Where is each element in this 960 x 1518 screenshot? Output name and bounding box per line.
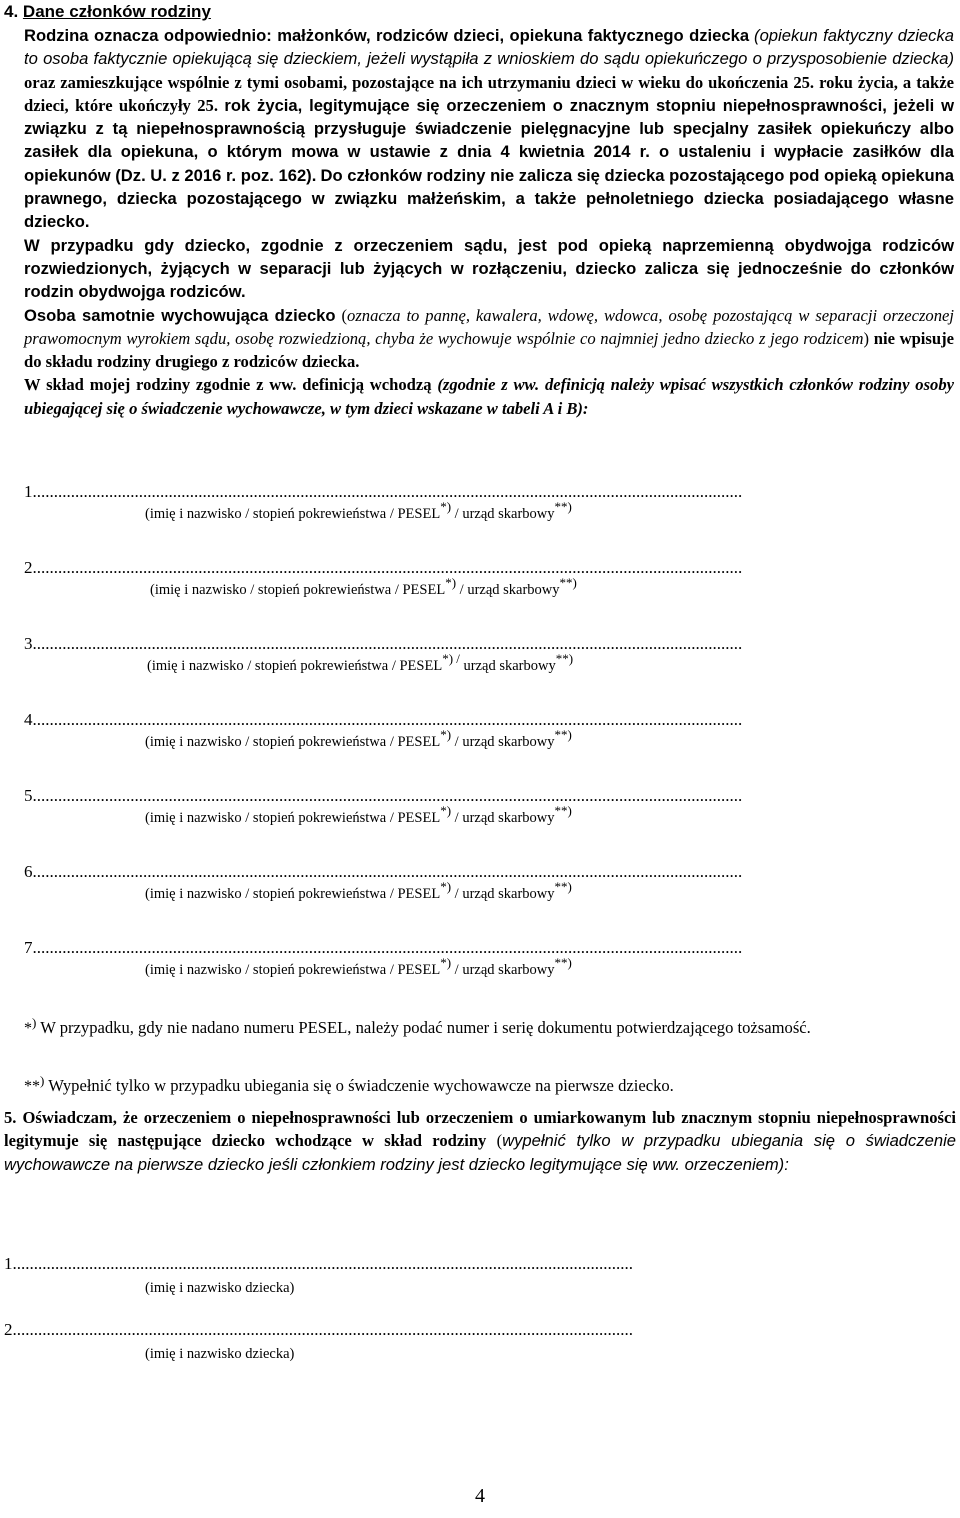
caption-tax-office: / urząd skarbowy [451,886,555,902]
section-5-statement: Oświadczam, że orzeczeniem o niepełnosprawności lub orzeczeniem o umiarkowanym lub znacznym stopniu niepełnosprawności legitymuje się następujące dziecko wchodzące w skład rodziny [4,1108,956,1151]
section-4-title: Dane członków rodziny [22,2,211,21]
section-5-instruction: wypełnić tylko w przypadku ubiegania się o świadczenie wychowawcze na pierwsze dziecko jeśli członkiem rodziny jest dziecko legitymujące się ww. orzeczeniem): [4,1131,956,1174]
caption-fields: (imię i nazwisko / stopień pokrewieństwa / PESEL [145,886,441,902]
section-4-body [24,24,954,420]
footnote-marker-pesel: *) [445,575,457,590]
caption-fields: (imię i nazwisko / stopień pokrewieństwa / PESEL [145,734,441,750]
member-entry-caption [150,575,577,600]
paren-close: ) [863,328,870,348]
section-4-heading [4,1,211,23]
member-entry-line[interactable]: 3....................................................................................................................................................................... [24,634,743,653]
definition-text-2: (opiekun faktyczny dziecka to osoba faktycznie opiekującą się dzieckiem, jeżeli wystąpiła z wnioskiem do sądu opiekuńczego o przysposobienie dziecka) [24,26,954,69]
section-5-paren: ( [496,1131,503,1151]
section-5-declaration [4,1106,956,1176]
family-member-entry [24,862,960,922]
family-member-entry [24,482,960,542]
footnote-marker-tax-office: **) [554,499,572,514]
footnote-marker-tax-office: **) [554,955,572,970]
child-entry-line[interactable]: 2.................................................................................................................................................. [4,1320,633,1339]
member-entry-line[interactable]: 6....................................................................................................................................................................... [24,862,743,881]
footnote-marker-tax-office: **) [554,879,572,894]
child-entry [4,1254,864,1298]
footnote-marker-tax-office: **) [554,727,572,742]
caption-tax-office: / urząd skarbowy [451,734,555,750]
caption-fields: (imię i nazwisko / stopień pokrewieństwa / PESEL [147,658,443,674]
caption-tax-office: / urząd skarbowy [456,582,560,598]
paren-open: ( [341,305,348,325]
child-entry [4,1320,864,1364]
definition-text-4: rok życia, legitymujące się orzeczeniem o znacznym stopniu niepełnosprawności, jeżeli w związku z tą niepełnosprawnością przysługuje świadczenie pielęgnacyjne lub specjalny zasiłek opiekuńczy albo zasiłek dla opiekuna, o którym mowa w ustawie z dnia 4 kwietnia 2014 r. o ustaleniu i wypłacie zasiłków dla opiekunów (Dz. U. z 2016 r. poz. 162). [24,95,954,185]
definition-text-3: oraz zamieszkujące wspólnie z tymi osobami, pozostające na ich utrzymaniu dzieci w wieku do ukończenia 25. roku życia, a także dzieci, które ukończyły 25. [24,72,954,115]
footnote-marker-tax-office: **) [555,651,574,666]
member-entry-caption [145,955,572,980]
child-entry-line[interactable]: 1.................................................................................................................................................. [4,1254,633,1273]
definition-text-5: Do członków rodziny nie zalicza się dziecka pozostającego pod opieką opiekuna prawnego, dziecka pozostającego w związku małżeńskim, a także pełnoletniego dziecka posiadającego własne dziecko. [24,165,954,232]
caption-fields: (imię i nazwisko / stopień pokrewieństwa / PESEL [145,810,441,826]
footnote-mark: * [24,1020,32,1037]
member-entry-line[interactable]: 2....................................................................................................................................................................... [24,558,743,577]
definition-text-1: Rodzina oznacza odpowiednio: małżonków, rodziców dzieci, opiekuna faktycznego dziecka [24,26,750,45]
footnote-marker-pesel: *) [440,499,452,514]
member-entry-caption [145,499,572,524]
member-entry-line[interactable]: 5....................................................................................................................................................................... [24,786,743,805]
caption-fields: (imię i nazwisko / stopień pokrewieństwa / PESEL [145,962,441,978]
family-composition-lead: W skład mojej rodziny zgodnie z ww. definicją wchodzą [24,375,432,395]
family-composition-instruction: (zgodnie z ww. definicją należy wpisać wszystkich członków rodziny osoby ubiegającej się o świadczenie wychowawcze, w tym dzieci wskazane w tabeli A i B): [24,375,954,418]
member-entry-line[interactable]: 1....................................................................................................................................................................... [24,482,743,501]
member-entry-line[interactable]: 7....................................................................................................................................................................... [24,938,743,957]
section-4-number: 4. [4,2,19,21]
caption-fields: (imię i nazwisko / stopień pokrewieństwa / PESEL [145,506,441,522]
footnote-marker-pesel: *) [440,727,452,742]
single-parent-term: Osoba samotnie wychowująca dziecko [24,305,336,325]
member-entry-caption [147,651,574,676]
child-entry-caption: (imię i nazwisko dziecka) [145,1346,295,1362]
footnote-marker-pesel: *) [440,955,452,970]
caption-tax-office: / urząd skarbowy [451,810,555,826]
single-parent-definition: oznacza to pannę, kawalera, wdowę, wdowca, osobę pozostającą w separacji orzeczonej prawomocnym wyrokiem sądu, osobę rozwiedzioną, chyba że wychowuje wspólnie co najmniej jedno dziecko z jego rodzicem [24,305,954,348]
footnote-marker-tax-office: **) [554,803,572,818]
footnote-text: Wypełnić tylko w przypadku ubiegania się o świadczenie wychowawcze na pierwsze dziecko. [44,1076,674,1095]
family-member-entry [24,558,960,618]
member-entry-caption [145,727,572,752]
alternating-custody-paragraph: W przypadku gdy dziecko, zgodnie z orzeczeniem sądu, jest pod opieką naprzemienną obydwojga rodziców rozwiedzionych, żyjących w separacji lub żyjących w rozłączeniu, dziecko zalicza się jednocześnie do członków rodzin obydwojga rodziców. [24,235,954,302]
family-member-entry [24,634,960,694]
footnote-tax-office [24,1074,954,1099]
single-parent-paragraph [24,304,954,374]
page-number: 4 [475,1485,485,1507]
footnote-mark: ** [24,1078,40,1095]
family-member-entry [24,786,960,846]
single-parent-rule: nie wpisuje do składu rodziny drugiego z rodziców dziecka. [24,328,954,372]
footnote-marker-pesel: *) / [442,651,460,666]
footnote-pesel [24,1016,954,1041]
footnote-text: W przypadku, gdy nie nadano numeru PESEL, należy podać numer i serię dokumentu potwierdzającego tożsamość. [36,1018,811,1037]
family-member-entry [24,938,960,998]
caption-tax-office: / urząd skarbowy [451,506,555,522]
section-5-number: 5. [4,1108,17,1127]
member-entry-line[interactable]: 4....................................................................................................................................................................... [24,710,743,729]
caption-tax-office: urząd skarbowy [459,658,556,674]
footnote-sup: ) [40,1073,45,1088]
family-composition-paragraph [24,373,954,420]
family-member-entry [24,710,960,770]
caption-fields: (imię i nazwisko / stopień pokrewieństwa / PESEL [150,582,446,598]
member-entry-caption [145,879,572,904]
footnote-marker-pesel: *) [440,803,452,818]
member-entry-caption [145,803,572,828]
family-definition-paragraph [24,24,954,234]
caption-tax-office: / urząd skarbowy [451,962,555,978]
child-entry-caption: (imię i nazwisko dziecka) [145,1280,295,1296]
footnote-sup: ) [32,1015,37,1030]
footnote-marker-tax-office: **) [559,575,577,590]
footnote-marker-pesel: *) [440,879,452,894]
